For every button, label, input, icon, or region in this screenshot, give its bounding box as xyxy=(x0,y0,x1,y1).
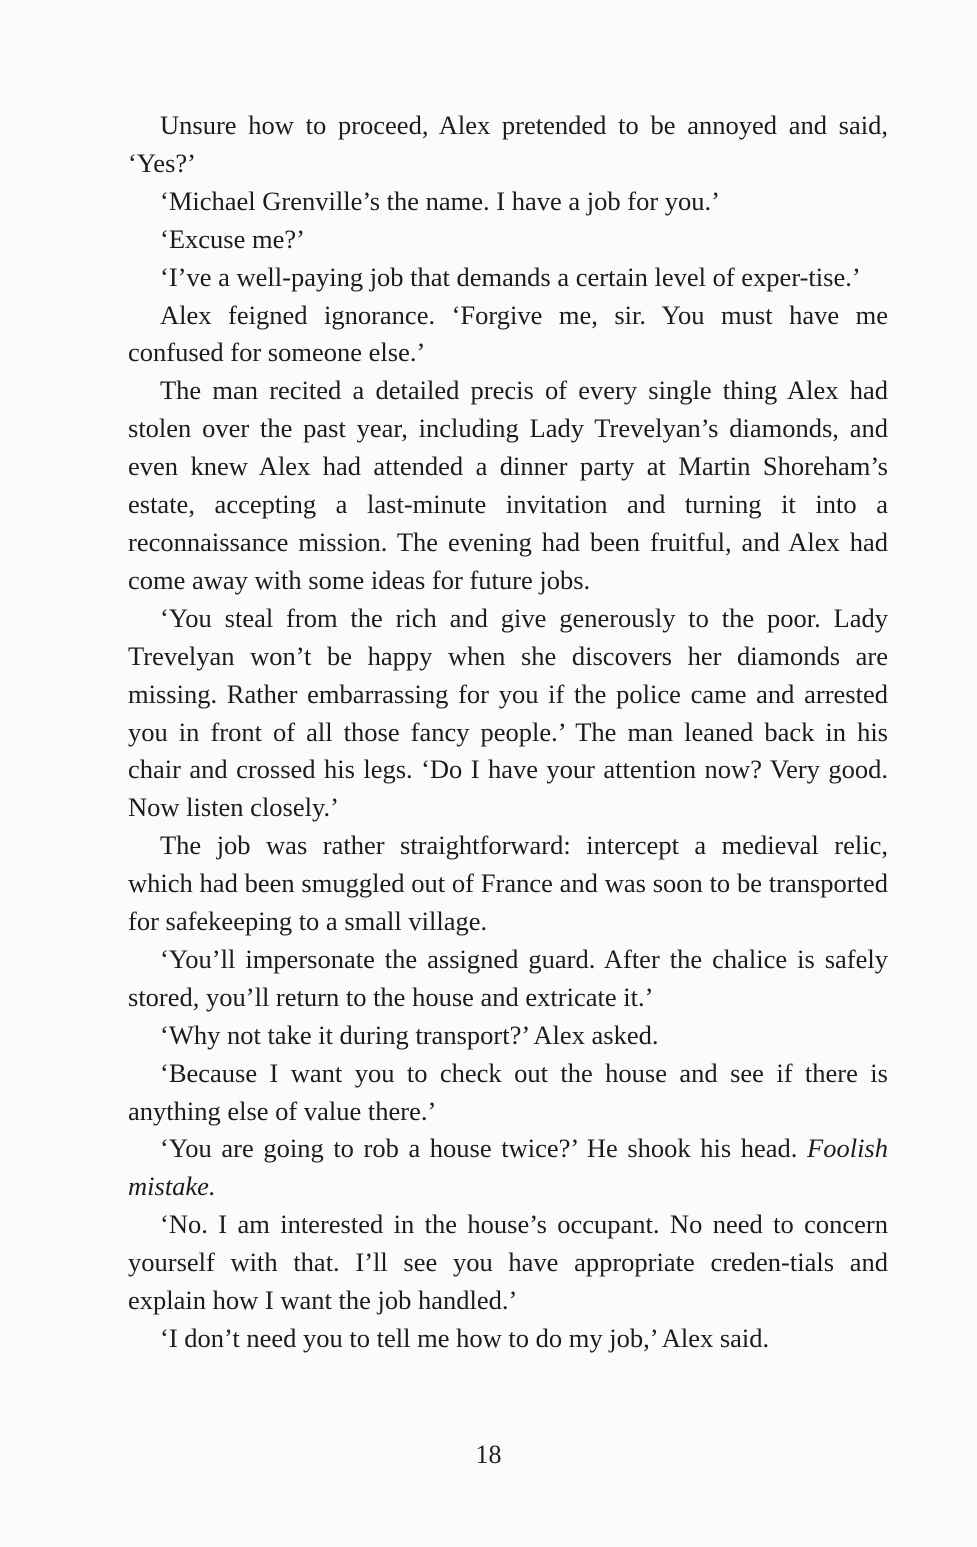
paragraph-12-italic: Foolish mistake. xyxy=(128,1133,888,1202)
paragraph-7: ‘You steal from the rich and give generously to the poor. Lady Trevelyan won’t be happy when she discovers her diamonds are missing. Rather embarrassing for you if the police came and arrested you in front of all those fancy people.’ The man leaned back in his chair and crossed his legs. ‘Do I have your attention now? Very good. Now listen closely.’ xyxy=(128,602,888,823)
paragraph-12-text: ‘You are going to rob a house twice?’ He shook his head. xyxy=(160,1133,808,1164)
paragraph-14: ‘I don’t need you to tell me how to do my job,’ Alex said. xyxy=(160,1323,770,1353)
body-text xyxy=(128,107,888,1358)
paragraph-8: The job was rather straightforward: intercept a medieval relic, which had been smuggled out of France and was soon to be transported for safekeeping to a small village. xyxy=(128,830,888,937)
page-number: 18 xyxy=(475,1440,502,1469)
paragraph-4: ‘I’ve a well-paying job that demands a certain level of exper-tise.’ xyxy=(160,261,861,292)
paragraph-12 xyxy=(128,1130,888,1206)
paragraph-10: ‘Why not take it during transport?’ Alex asked. xyxy=(160,1019,659,1050)
paragraph-9: ‘You’ll impersonate the assigned guard. After the chalice is safely stored, you’ll return to the house and extricate it.’ xyxy=(128,943,888,1012)
paragraph-11: ‘Because I want you to check out the house and see if there is anything else of value there.’ xyxy=(128,1057,888,1126)
paragraph-2: ‘Michael Grenville’s the name. I have a job for you.’ xyxy=(160,185,720,216)
paragraph-3: ‘Excuse me?’ xyxy=(160,223,305,254)
paragraph-5: Alex feigned ignorance. ‘Forgive me, sir. You must have me confused for someone else.’ xyxy=(128,299,888,368)
paragraph-6: The man recited a detailed precis of every single thing Alex had stolen over the past year, including Lady Trevelyan’s diamonds, and even knew Alex had attended a dinner party at Martin Shoreham’s estate, accepting a last-minute invitation and turning it into a reconnaissance mission. The evening had been fruitful, and Alex had come away with some ideas for future jobs. xyxy=(128,375,888,595)
paragraph-13: ‘No. I am interested in the house’s occupant. No need to concern yourself with that. I’ll see you have appropriate creden-tials and explain how I want the job handled.’ xyxy=(128,1209,888,1316)
paragraph-1: Unsure how to proceed, Alex pretended to be annoyed and said, ‘Yes?’ xyxy=(128,110,888,178)
